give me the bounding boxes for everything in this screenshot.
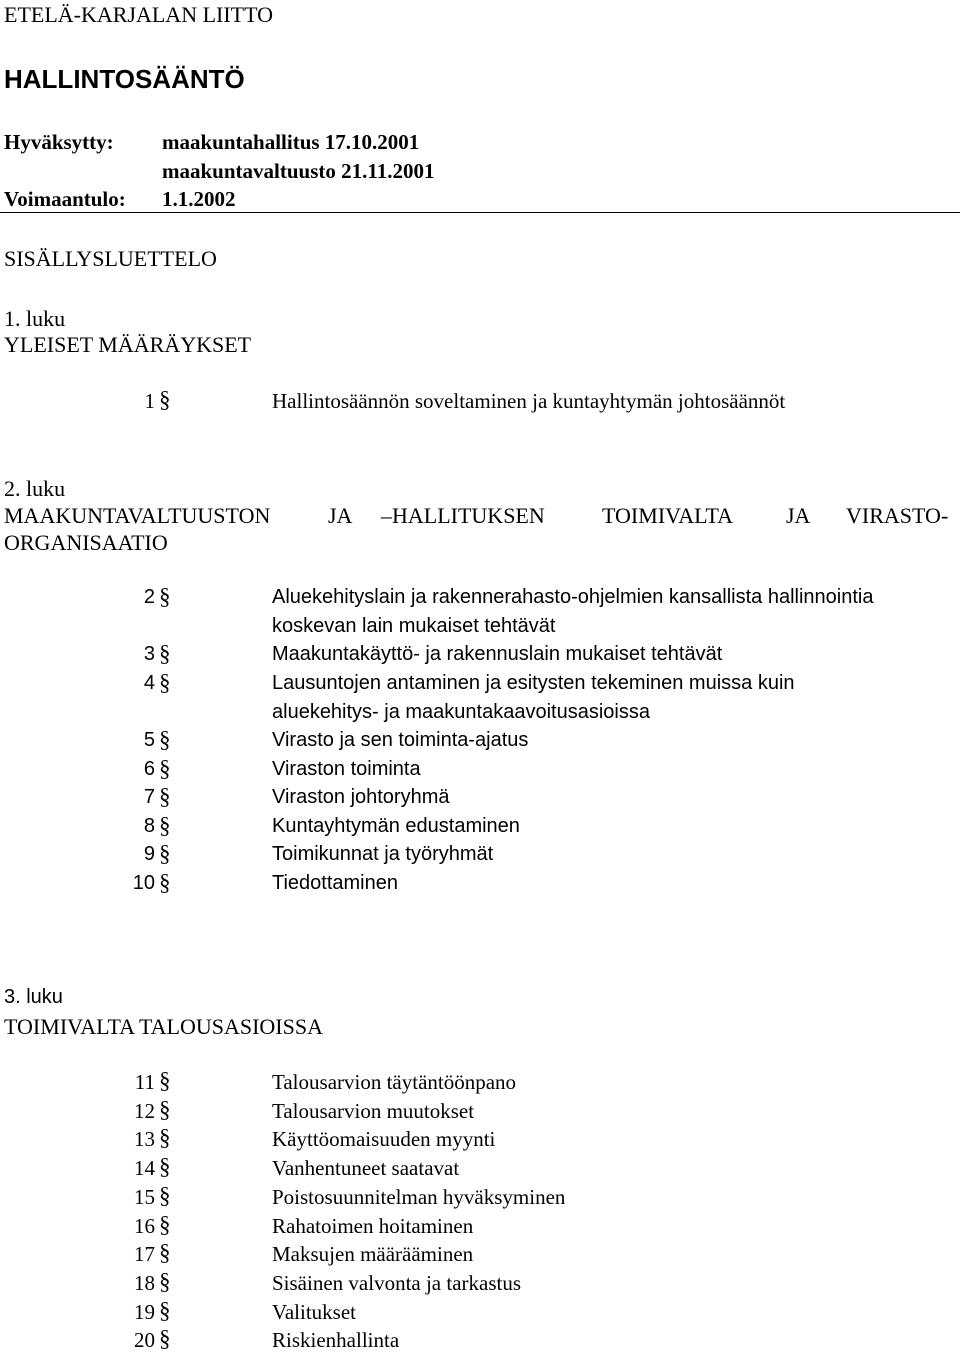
section-title: Valitukset — [272, 1300, 356, 1324]
section-number: 15 — [134, 1185, 155, 1209]
section-number: 10 — [132, 872, 155, 894]
approved-board: maakuntahallitus 17.10.2001 — [162, 130, 420, 154]
section-number: 17 — [134, 1242, 155, 1266]
section-sign: § — [159, 1097, 171, 1122]
section-title: Hallintosäännön soveltaminen ja kuntayhtymän johtosäännöt — [272, 389, 786, 413]
section-title: Maksujen määrääminen — [272, 1242, 474, 1266]
toc-entry — [0, 1099, 960, 1129]
section-sign: § — [159, 756, 171, 781]
section-title: Talousarvion muutokset — [272, 1099, 475, 1123]
section-title: Tiedottaminen — [272, 872, 398, 894]
section-sign: § — [159, 1183, 171, 1208]
chapter-3-title: TOIMIVALTA TALOUSASIOISSA — [4, 1014, 323, 1039]
section-sign: § — [159, 670, 171, 695]
section-title: Poistosuunnitelman hyväksyminen — [272, 1185, 566, 1209]
section-title: Rahatoimen hoitaminen — [272, 1214, 474, 1238]
section-title: Aluekehityslain ja rakennerahasto-ohjelmien kansallista hallinnointia — [272, 586, 874, 608]
toc-entry — [0, 389, 960, 419]
toc-entry — [0, 586, 960, 616]
section-title-continuation: aluekehitys- ja maakuntakaavoitusasioissa — [272, 701, 650, 723]
section-title: Kuntayhtymän edustaminen — [272, 815, 520, 837]
section-number: 9 — [143, 843, 155, 865]
approved-council: maakuntavaltuusto 21.11.2001 — [162, 159, 435, 183]
section-title: Viraston toiminta — [272, 758, 421, 780]
effective-label: Voimaantulo: — [4, 187, 126, 211]
toc-entry — [0, 1271, 960, 1301]
toc-entry — [0, 1300, 960, 1330]
section-number: 2 — [143, 586, 155, 608]
header-divider — [0, 212, 960, 213]
section-sign: § — [159, 387, 171, 412]
section-sign: § — [159, 1212, 171, 1237]
section-sign: § — [159, 813, 171, 838]
section-number: 19 — [134, 1300, 155, 1324]
section-sign: § — [159, 1240, 171, 1265]
toc-entry — [0, 872, 960, 902]
chapter-2-title-word: MAAKUNTAVALTUUSTON — [4, 503, 271, 528]
section-number: 18 — [134, 1271, 155, 1295]
document-title: HALLINTOSÄÄNTÖ — [4, 64, 245, 94]
section-number: 12 — [134, 1099, 155, 1123]
section-title: Virasto ja sen toiminta-ajatus — [272, 729, 529, 751]
chapter-1-title: YLEISET MÄÄRÄYKSET — [4, 332, 252, 357]
section-number: 7 — [143, 786, 155, 808]
section-number: 5 — [143, 729, 155, 751]
section-sign: § — [159, 641, 171, 666]
toc-entry — [0, 643, 960, 673]
toc-entry — [0, 1242, 960, 1272]
toc-title: SISÄLLYSLUETTELO — [4, 246, 217, 271]
approved-label: Hyväksytty: — [4, 130, 114, 154]
chapter-2-number: 2. luku — [4, 476, 66, 501]
section-number: 1 — [144, 389, 155, 413]
section-sign: § — [159, 1154, 171, 1179]
section-title: Riskienhallinta — [272, 1328, 400, 1352]
toc-entry — [0, 758, 960, 788]
toc-entry — [0, 1156, 960, 1186]
toc-entry — [0, 672, 960, 702]
chapter-1-number: 1. luku — [4, 306, 66, 331]
section-sign: § — [159, 584, 171, 609]
section-number: 20 — [134, 1328, 155, 1352]
chapter-2-title-word: VIRASTO- — [846, 503, 949, 528]
section-number: 14 — [134, 1156, 155, 1180]
section-title: Talousarvion täytäntöönpano — [272, 1070, 517, 1094]
chapter-2-title-word: JA — [786, 503, 811, 528]
section-sign: § — [159, 1298, 171, 1323]
section-number: 8 — [143, 815, 155, 837]
chapter-3-number: 3. luku — [4, 986, 63, 1008]
section-sign: § — [159, 841, 171, 866]
section-title: Viraston johtoryhmä — [272, 786, 450, 808]
chapter-2-title-word: –HALLITUKSEN — [381, 503, 545, 528]
chapter-2-title-line2: ORGANISAATIO — [4, 530, 168, 555]
chapter-2-title-word: TOIMIVALTA — [602, 503, 734, 528]
section-title: Vanhentuneet saatavat — [272, 1156, 460, 1180]
toc-entry — [0, 1328, 960, 1358]
toc-entry — [0, 1185, 960, 1215]
toc-entry — [0, 843, 960, 873]
section-sign: § — [159, 1125, 171, 1150]
section-sign: § — [159, 784, 171, 809]
organization-name: ETELÄ-KARJALAN LIITTO — [4, 2, 274, 27]
section-sign: § — [159, 727, 171, 752]
section-number: 13 — [134, 1127, 155, 1151]
section-title-continuation: koskevan lain mukaiset tehtävät — [272, 615, 556, 637]
section-sign: § — [159, 1269, 171, 1294]
section-number: 6 — [143, 758, 155, 780]
section-sign: § — [159, 1068, 171, 1093]
toc-entry — [0, 1070, 960, 1100]
section-number: 11 — [134, 1070, 155, 1094]
section-title: Lausuntojen antaminen ja esitysten tekeminen muissa kuin — [272, 672, 795, 694]
section-number: 4 — [143, 672, 155, 694]
toc-entry — [0, 786, 960, 816]
section-sign: § — [159, 1326, 171, 1351]
section-title: Käyttöomaisuuden myynti — [272, 1127, 496, 1151]
toc-entry — [0, 1214, 960, 1244]
toc-entry — [0, 1127, 960, 1157]
section-number: 3 — [143, 643, 155, 665]
section-sign: § — [159, 870, 171, 895]
section-title: Toimikunnat ja työryhmät — [272, 843, 494, 865]
section-number: 16 — [134, 1214, 155, 1238]
section-title: Sisäinen valvonta ja tarkastus — [272, 1271, 522, 1295]
effective-date: 1.1.2002 — [162, 187, 236, 211]
toc-entry — [0, 815, 960, 845]
chapter-2-title-word: JA — [328, 503, 353, 528]
toc-entry — [0, 729, 960, 759]
section-title: Maakuntakäyttö- ja rakennuslain mukaiset tehtävät — [272, 643, 723, 665]
